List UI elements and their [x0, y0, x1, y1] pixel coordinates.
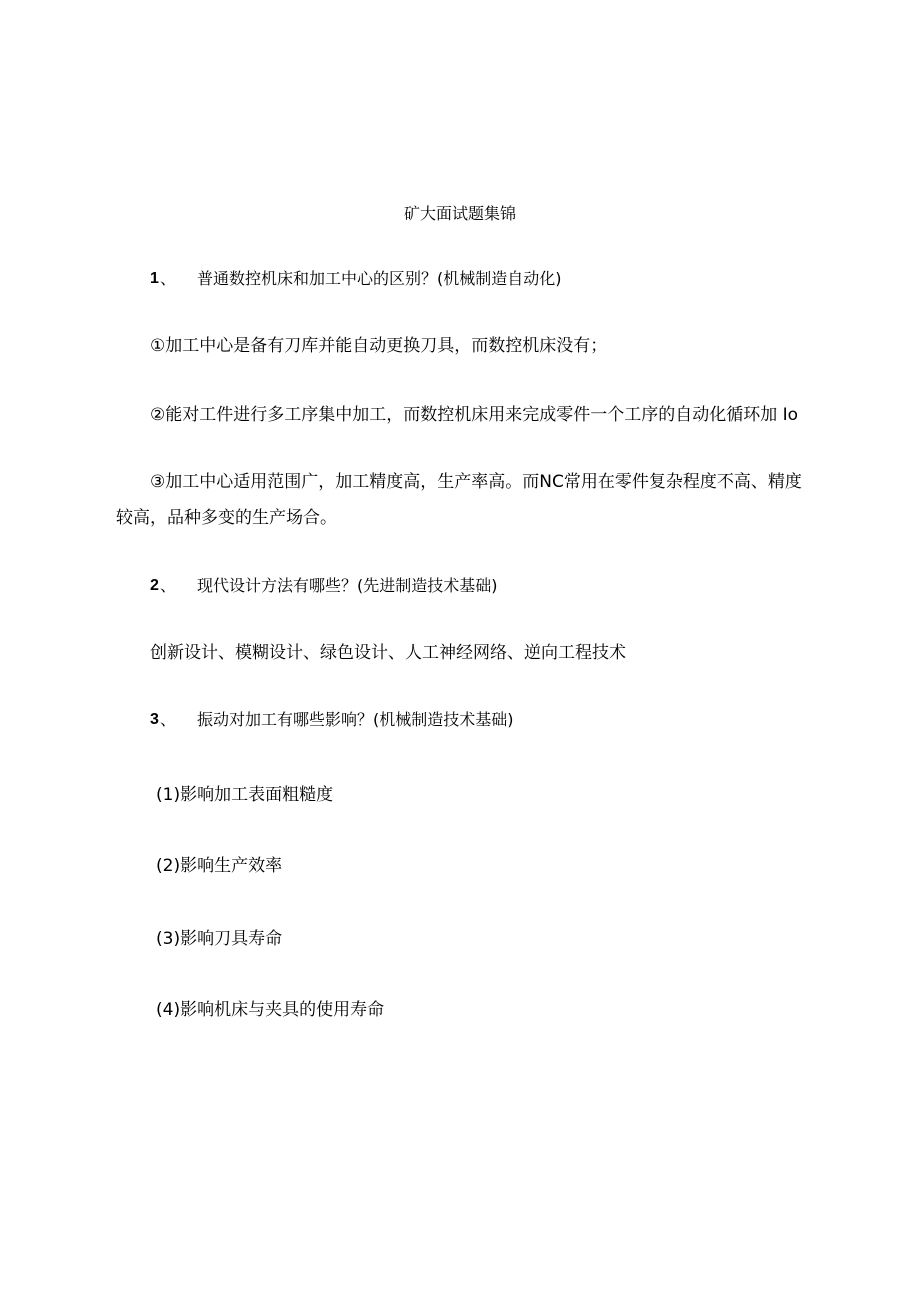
question-number: 3 — [150, 711, 159, 728]
question-number: 2 — [150, 577, 159, 594]
answer-item: (1)影响加工表面粗糙度 — [156, 785, 334, 805]
question-text: 振动对加工有哪些影响？(机械制造技术基础) — [197, 710, 514, 729]
answer-paragraph: ③加工中心适用范围广，加工精度高，生产率高。而NC常用在零件复杂程度不高、精度较高，品种多变的生产场合。 — [116, 472, 802, 528]
answer-item: ①加工中心是备有刀库并能自动更换刀具，而数控机床没有； — [150, 336, 608, 356]
answer-item: 创新设计、模糊设计、绿色设计、人工神经网络、逆向工程技术 — [150, 643, 626, 663]
answer-item: ②能对工件进行多工序集中加工，而数控机床用来完成零件一个工序的自动化循环加 Io — [150, 405, 799, 425]
answer-item: (4)影响机床与夹具的使用寿命 — [156, 1000, 385, 1020]
question-number: 1 — [150, 270, 159, 287]
question-text: 普通数控机床和加工中心的区别？(机械制造自动化) — [197, 269, 562, 288]
question-number-mark: 、 — [160, 269, 177, 288]
question-number-mark: 、 — [160, 710, 177, 729]
page-title: 矿大面试题集锦 — [403, 204, 516, 223]
question-number-mark: 、 — [160, 576, 177, 595]
question-text: 现代设计方法有哪些？(先进制造技术基础) — [197, 576, 498, 595]
answer-item: (3)影响刀具寿命 — [156, 929, 283, 949]
answer-item: (2)影响生产效率 — [156, 856, 283, 876]
